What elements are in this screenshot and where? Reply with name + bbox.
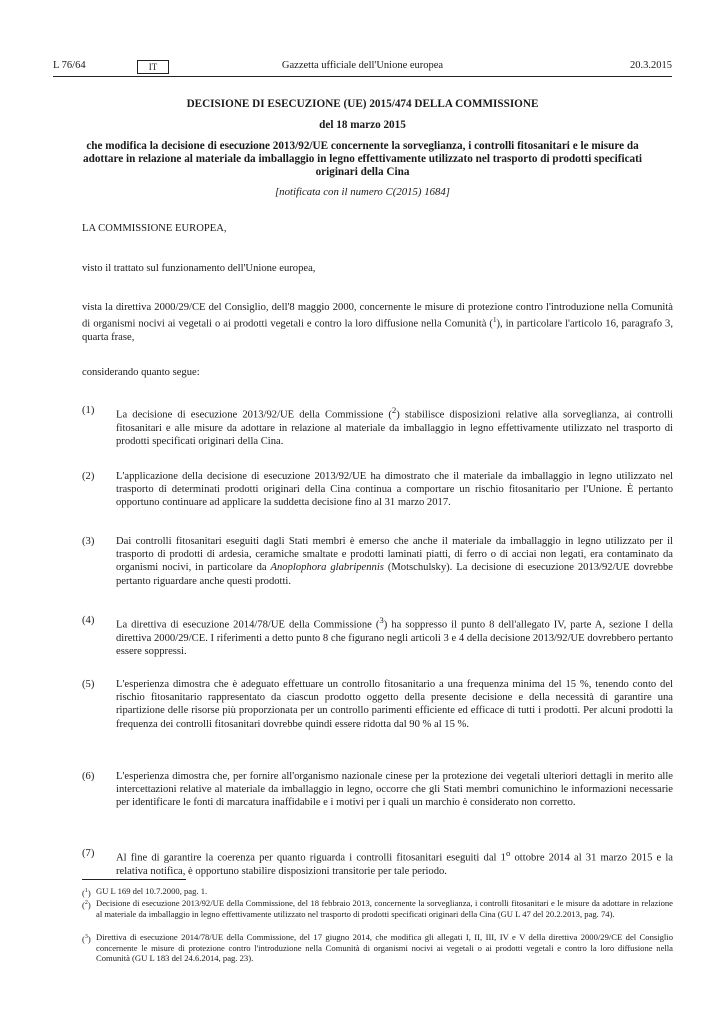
- footnote-separator: [82, 879, 186, 880]
- recital-7: [82, 847, 673, 878]
- considering-line: considerando quanto segue:: [82, 367, 200, 378]
- recital-text: L'esperienza dimostra che è adeguato effettuare un controllo fitosanitario a una frequenza minima del 15 %, tenendo conto del rischio fitosanitario rappresentato da ciascun prodotto oggetto della presente decisione e della necessità di garantire una ripartizione delle risorse più proporzionata per un controllo parimenti efficiente ed efficace di tutti i prodotti. Per alcuni prodotti la frequenza dei controlli fitosanitari dovrebbe quindi essere ridotta dal 90 % al 15 %.: [116, 679, 673, 730]
- page-reference: L 76/64: [53, 60, 86, 71]
- footnote-number: ($^1$): [82, 887, 91, 898]
- commission-line: LA COMMISSIONE EUROPEA,: [82, 223, 227, 234]
- footnote-num-value: 2: [84, 900, 88, 906]
- footnote-ref: 1: [492, 316, 497, 325]
- footnote-num-value: 1: [84, 888, 88, 894]
- recital-6: [82, 770, 673, 810]
- publication-date: 20.3.2015: [630, 60, 672, 71]
- footnote-text: Direttiva di esecuzione 2014/78/UE della Commissione, del 17 giugno 2014, che modifica gli allegati I, II, III, IV e V della direttiva 2000/29/CE del Consiglio concernente le misure di protezione contro l'introduzione nella Comunità di organismi nocivi ai vegetali o ai prodotti vegetali e contro la loro diffusione nella Comunità (GU L 183 del 24.6.2014, pag. 23).: [96, 932, 673, 964]
- running-header: [53, 60, 672, 76]
- directive-citation: [82, 301, 673, 344]
- footnote-2: [82, 898, 673, 919]
- decision-title: DECISIONE DI ESECUZIONE (UE) 2015/474 DELLA COMMISSIONE: [186, 98, 539, 110]
- recital-number: (4): [82, 615, 95, 626]
- recital-text-part: La decisione di esecuzione 2013/92/UE della Commissione (: [116, 409, 392, 421]
- decision-subject: che modifica la decisione di esecuzione 2013/92/UE concernente la sorveglianza, i controlli fitosanitari e le misure da adottare in relazione al materiale da imballaggio in legno effettivamente utilizzato nel trasporto di prodotti specificati originari della Cina: [83, 140, 642, 178]
- recital-text: L'esperienza dimostra che, per fornire all'organismo nazionale cinese per la protezione dei vegetali ulteriori dettagli in merito alle intercettazioni relative al materiale da imballaggio in legno, occorre che gli Stati membri comunichino le informazioni necessarie per identificare le fonti di marcatura inaffidabile e i motivi per i quali un marchio è considerato non corretto.: [116, 771, 673, 809]
- recital-number: (6): [82, 771, 95, 782]
- header-rule: [53, 76, 672, 77]
- recital-2: [82, 470, 673, 510]
- recital-text-part: Dai controlli fitosanitari eseguiti dagli Stati membri è emerso che anche il materiale da imballaggio in legno utilizzato per il trasporto di prodotti di ardesia, ceramiche smaltate e prodotti laminati piatti, di ferro o di acciai non legati, era contaminato da organismi nocivi, in particolare da: [116, 536, 673, 574]
- notification-note: [notificata con il numero C(2015) 1684]: [274, 186, 451, 198]
- recital-number: (7): [82, 848, 95, 859]
- species-name: Anoplophora glabripennis: [270, 562, 384, 574]
- recital-5: [82, 678, 673, 731]
- footnote-ref: 3: [379, 615, 384, 625]
- recital-number: (3): [82, 536, 95, 547]
- language-box: IT: [137, 60, 169, 74]
- footnote-number: ($^2$): [82, 899, 91, 910]
- recital-text: [116, 847, 673, 878]
- footnote-1: [82, 886, 673, 897]
- recital-number: (1): [82, 405, 95, 416]
- recital-text-part: Al fine di garantire la coerenza per quanto riguarda i controlli fitosanitari eseguiti dal 1: [116, 852, 506, 864]
- footnote-num-value: 3: [84, 934, 88, 940]
- citation-text-end: ), in particolare l'articolo 16, paragrafo 3, quarta frase,: [82, 318, 674, 343]
- footnote-text: Decisione di esecuzione 2013/92/UE della Commissione, del 18 febbraio 2013, concernente la sorveglianza, i controlli fitosanitari e le misure da adottare in relazione al materiale da imballaggio in legno effettivamente utilizzato nel trasporto di prodotti specificati originari della Cina (GU L 47 del 20.2.2013, pag. 74).: [96, 898, 673, 919]
- recital-3: [82, 535, 673, 588]
- footnote-text: GU L 169 del 10.7.2000, pag. 1.: [96, 886, 208, 896]
- footnote-ref: 2: [391, 405, 397, 415]
- recital-text-part: ) stabilisce disposizioni relative alla sorveglianza, ai controlli fitosanitari e alle misure da adottare in relazione al materiale da imballaggio in legno effettivamente utilizzato nel trasporto di prodotti specificati originari della Cina.: [116, 409, 673, 447]
- recital-text: [116, 535, 673, 588]
- recital-text-part: (Motschulsky). La decisione di esecuzione 2013/92/UE dovrebbe pertanto riguardare anche questi prodotti.: [116, 562, 673, 587]
- recital-4: [82, 614, 673, 658]
- recital-number: (5): [82, 679, 95, 690]
- recital-text: L'applicazione della decisione di esecuzione 2013/92/UE ha dimostrato che il materiale da imballaggio in legno utilizzato nel trasporto di determinati prodotti originari della Cina continua a comportare un rischio fitosanitario per l'Unione. È pertanto opportuno continuare ad applicare la suddetta decisione fino al 31 marzo 2017.: [116, 471, 673, 509]
- recital-text-part: ) ha soppresso il punto 8 dell'allegato IV, parte A, sezione I della direttiva 2000/29/CE. I riferimenti a detto punto 8 che figurano negli articoli 3 e 4 della decisione 2013/92/UE dovrebbero pertanto essere soppressi.: [116, 619, 673, 657]
- recital-text: [116, 614, 673, 658]
- treaty-citation: visto il trattato sul funzionamento dell'Unione europea,: [82, 263, 316, 274]
- decision-date: del 18 marzo 2015: [319, 119, 406, 131]
- recital-number: (2): [82, 471, 95, 482]
- footnote-3: [82, 932, 673, 964]
- recital-text-part: ottobre 2014 al 31 marzo 2015 e la relativa notifica, è opportuno stabilire disposizioni transitorie per tale periodo.: [116, 852, 674, 877]
- citation-text: vista la direttiva 2000/29/CE del Consiglio, dell'8 maggio 2000, concernente le misure di protezione contro l'introduzione nella Comunità di organismi nocivi ai vegetali o ai prodotti vegetali e contro la loro diffusione nella Comunità (: [82, 302, 673, 330]
- recital-text-part: La direttiva di esecuzione 2014/78/UE della Commissione (: [116, 619, 380, 631]
- footnote-number: ($^3$): [82, 933, 91, 944]
- ordinal-suffix: o: [505, 848, 511, 858]
- journal-title: Gazzetta ufficiale dell'Unione europea: [281, 60, 444, 71]
- recital-1: [82, 404, 673, 448]
- recital-text: [116, 404, 673, 448]
